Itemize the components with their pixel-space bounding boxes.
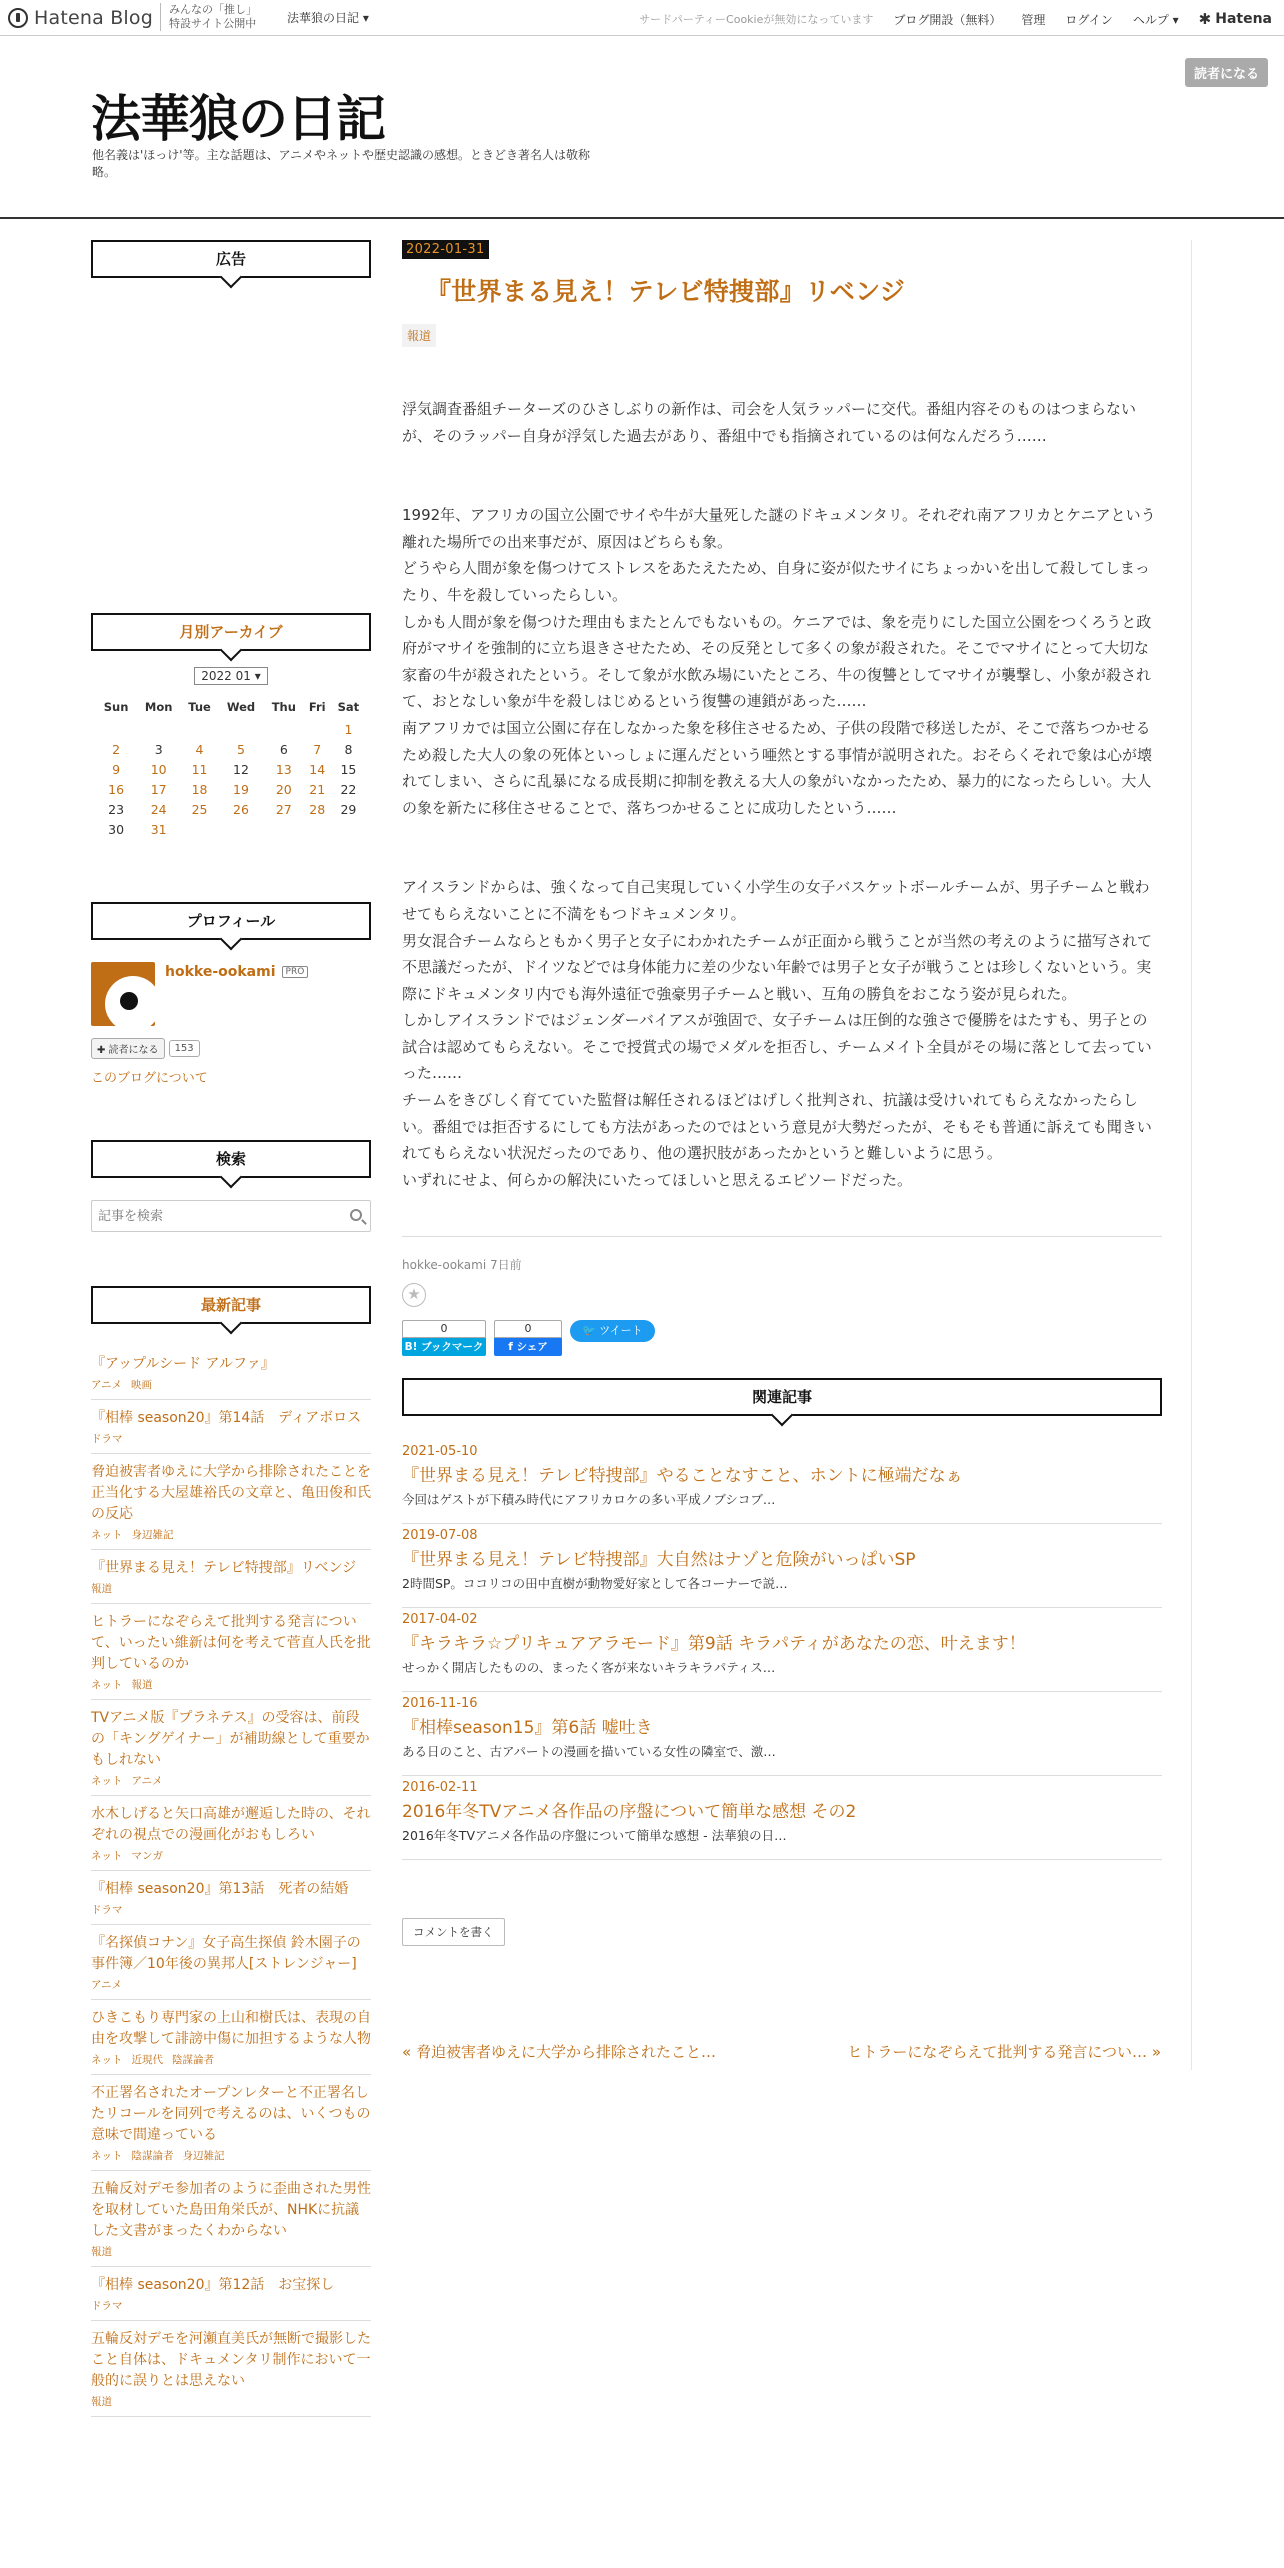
calendar-weekday: Thu (271, 700, 296, 714)
facebook-label: f シェア (494, 1338, 562, 1356)
calendar-weekday: Sat (337, 700, 360, 714)
recent-entries-heading[interactable] (91, 1286, 371, 1324)
calendar-day[interactable]: 4 (195, 741, 204, 757)
calendar-day: 12 (233, 761, 249, 777)
archive-module-title: 月別アーカイブ (179, 623, 283, 641)
recent-entry-tag[interactable]: ネット (91, 1775, 123, 1787)
blog-title[interactable]: 法華狼の日記 (91, 90, 385, 148)
related-entry-item (402, 1692, 1162, 1776)
prev-entry-link[interactable]: « 脅迫被害者ゆえに大学から排除されたこと… (402, 2043, 716, 2061)
hatena-home-link[interactable] (1199, 10, 1272, 28)
recent-entry-item (91, 1871, 371, 1925)
calendar-day: 23 (108, 801, 125, 817)
follower-count[interactable]: 153 (169, 1040, 200, 1057)
calendar-day: 8 (344, 741, 353, 757)
login-link[interactable]: ログイン (1065, 12, 1113, 27)
related-entry-title[interactable]: 『相棒season15』第6話 嘘吐き (402, 1718, 653, 1738)
open-blog-link[interactable]: ブログ開設（無料） (893, 12, 1002, 27)
recent-entry-item (91, 2075, 371, 2171)
share-buttons (402, 1320, 655, 1356)
recent-entry-tag[interactable]: ドラマ (91, 1904, 123, 1916)
facebook-count: 0 (494, 1320, 562, 1338)
related-entries-heading (402, 1378, 1162, 1416)
recent-entry-tag[interactable]: 近現代 (131, 2054, 163, 2066)
calendar-day: 22 (340, 781, 357, 797)
entry-title[interactable]: 『世界まる見え！テレビ特捜部』リベンジ (426, 277, 906, 306)
recent-entry-tag[interactable]: 身辺雑記 (131, 1529, 174, 1541)
calendar-day[interactable]: 9 (112, 761, 121, 777)
recent-entry-item (91, 1346, 371, 1400)
recent-entry-title[interactable]: 『アップルシード アルファ』 (91, 1356, 275, 1372)
calendar-day[interactable]: 5 (237, 741, 245, 757)
calendar-day[interactable]: 28 (309, 801, 326, 817)
tweet-button[interactable] (570, 1320, 655, 1342)
related-entries-title: 関連記事 (751, 1388, 812, 1406)
calendar-week-row (96, 799, 366, 819)
calendar-day (331, 819, 366, 839)
twitter-bird-icon: 🐦 (582, 1324, 596, 1337)
entry-author[interactable]: hokke-ookami (402, 1258, 487, 1272)
calendar-day (218, 719, 264, 739)
entry-paragraph: 1992年、アフリカの国立公園でサイや牛が大量死した謎のドキュメンタリ。それぞれ南アフリカとケニアという離れた場所での出来事だが、原因はどちらも象。 (402, 506, 1156, 551)
related-entry-snippet: 今回はゲストが下積み時代にアフリカロケの多い平成ノブシコブ… (402, 1492, 776, 1507)
recent-entry-title[interactable]: 『名探偵コナン』女子高生探偵 鈴木園子の事件簿／10年後の異邦人[ストレンジャー] (91, 1935, 361, 1972)
related-entries-list (402, 1440, 1162, 1860)
next-entry-link[interactable]: ヒトラーになぞらえて批判する発言につい… » (847, 2043, 1161, 2061)
recent-entry-title[interactable]: 脅迫被害者ゆえに大学から排除されたことを正当化する大屋雄裕氏の文章と、亀田俊和氏の反応 (91, 1464, 371, 1522)
calendar-day[interactable]: 17 (150, 781, 167, 797)
recent-entry-tag[interactable]: ネット (91, 2150, 123, 2162)
follow-button[interactable]: ✚ 読者になる (91, 1038, 165, 1059)
profile-module (91, 902, 371, 1086)
calendar-day (181, 719, 218, 739)
entry-footer-divider (402, 1236, 1162, 1237)
entry-paragraph: しかも人間が象を傷つけた理由もまたとんでもないもの。ケニアでは、象を売りにした国立公園をつくろうと政府がマサイを強制的に立ち退きさせたため、その反発として多くの象が殺された。そこでマサイにとって大切な家畜の牛が殺されたという。そして象が水飲み場にいたところ、牛の復讐としてマサイが襲撃し、小象が殺されて、おとなしい象が牛を殺しはじめるという復讐の連鎖があった…… (402, 612, 1152, 711)
about-blog-link[interactable]: このブログについて (91, 1071, 208, 1086)
blog-description: 他名義は'ほっけ'等。主な話題は、アニメやネットや歴史認識の感想。ときどき著名人は敬称略。 (92, 148, 591, 179)
calendar-day[interactable]: 13 (275, 761, 292, 777)
recent-entry-tags (91, 2052, 371, 2067)
entry-posted-ago[interactable]: 7日前 (489, 1258, 522, 1272)
related-entry-date: 2021-05-10 (402, 1444, 478, 1459)
subscribe-button[interactable]: 読者になる (1185, 58, 1268, 87)
calendar-weekday-row (96, 695, 366, 719)
calendar-day: 15 (340, 761, 357, 777)
recent-entry-tags (91, 1377, 371, 1392)
recent-entry-tag[interactable]: ネット (91, 2054, 123, 2066)
calendar-week-row (96, 759, 366, 779)
hatena-bookmark-button[interactable] (402, 1320, 486, 1356)
recent-entry-tag[interactable]: 陰謀論者 (172, 2054, 214, 2066)
search-module (91, 1140, 371, 1232)
hatena-star-logo-icon: ✱ (1198, 10, 1212, 28)
calendar-day (218, 819, 264, 839)
recent-entry-title[interactable]: 『世界まる見え！テレビ特捜部』リベンジ (91, 1560, 357, 1576)
hatena-blog-logo-text: Hatena Blog (34, 7, 153, 29)
related-entry-date: 2016-02-11 (402, 1780, 478, 1795)
recent-entry-item (91, 1604, 371, 1700)
calendar-day (264, 819, 303, 839)
tweet-label: ツイート (599, 1324, 643, 1337)
recent-entry-title[interactable]: 『相棒 season20』第14話 ディアボロス (91, 1410, 362, 1426)
help-dropdown[interactable]: ヘルプ ▾ (1132, 12, 1179, 27)
calendar-day[interactable]: 25 (191, 801, 208, 817)
related-entry-date: 2017-04-02 (402, 1612, 478, 1627)
avatar[interactable] (91, 962, 155, 1026)
blog-header (0, 37, 1284, 219)
global-header-right (639, 10, 1272, 28)
calendar-weekday: Wed (226, 700, 256, 714)
profile-actions (91, 1038, 371, 1059)
search-module-heading (91, 1140, 371, 1178)
recent-entry-item (91, 1796, 371, 1871)
entry-paragraph: アイスランドからは、強くなって自己実現していく小学生の女子バスケットボールチームが、男子チームと戦わせてもらえないことに不満をもつドキュメンタリ。 (402, 878, 1150, 923)
facebook-share-button[interactable] (494, 1320, 562, 1356)
related-entry-snippet: 2時間SP。ココリコの田中直樹が動物愛好家として各コーナーで説… (402, 1576, 788, 1591)
calendar-day[interactable]: 11 (191, 761, 208, 777)
calendar-day[interactable]: 19 (233, 781, 249, 797)
recent-entry-tag[interactable]: 陰謀論者 (131, 2150, 174, 2162)
calendar-week-row (96, 779, 366, 799)
recent-entry-item (91, 2000, 371, 2075)
global-header (0, 0, 1284, 36)
hatena-logo-icon (8, 8, 28, 28)
profile-module-heading (91, 902, 371, 940)
entry-author-line (402, 1256, 522, 1273)
archive-month-select[interactable]: 2022 01 ▾ (194, 667, 268, 685)
recent-entry-tag[interactable]: マンガ (131, 1850, 163, 1862)
profile-name-row (165, 964, 308, 980)
write-comment-button[interactable]: コメントを書く (402, 1918, 505, 1946)
recent-entry-item (91, 2321, 371, 2417)
promo-tagline[interactable] (160, 3, 257, 31)
recent-entry-title[interactable]: 五輪反対デモを河瀬直美氏が無断で撮影したこと自体は、ドキュメンタリ制作において一般的に誤りとは思えない (91, 2331, 371, 2389)
add-star-icon[interactable]: ★ (402, 1283, 426, 1307)
bookmark-count: 0 (402, 1320, 486, 1338)
calendar-weekday: Mon (144, 700, 173, 714)
ad-module (91, 240, 371, 278)
entry-paragraph: いずれにせよ、何らかの解決にいたってほしいと思えるエピソードだった。 (402, 1170, 913, 1189)
recent-entry-tags (91, 1902, 371, 1917)
calendar-day[interactable]: 16 (108, 781, 125, 797)
recent-entry-tags (91, 1848, 371, 1863)
recent-entry-title[interactable]: 不正署名されたオープンレターと不正署名したリコールを同列で考えるのは、いくつもの意味で間違っている (91, 2085, 371, 2143)
profile-module-title: プロフィール (186, 912, 276, 930)
recent-entry-tags (91, 2148, 371, 2163)
recent-entry-tag[interactable]: アニメ (91, 1379, 122, 1391)
recent-entry-title[interactable]: TVアニメ版『プラネテス』の受容は、前段の「キングゲイナー」が補助線として重要かもしれない (91, 1710, 370, 1768)
recent-entry-title[interactable]: 水木しげると矢口高雄が邂逅した時の、それぞれの視点での漫画化がおもしろい (91, 1806, 371, 1843)
calendar-day (264, 719, 303, 739)
related-entry-date: 2019-07-08 (402, 1528, 478, 1543)
entry-category[interactable]: 報道 (402, 324, 436, 347)
recent-entry-tags (91, 1581, 371, 1596)
search-module-title: 検索 (215, 1150, 246, 1168)
recent-entry-tag[interactable]: ネット (91, 1679, 123, 1691)
search-input[interactable] (92, 1201, 332, 1231)
calendar-day[interactable]: 20 (275, 781, 292, 797)
cookie-notice[interactable]: サードパーティーCookieが無効になっています (639, 13, 874, 26)
recent-entry-item (91, 1550, 371, 1604)
related-entry-snippet: 2016年冬TVアニメ各作品の序盤について簡単な感想 - 法華狼の日… (402, 1828, 787, 1843)
recent-entry-title[interactable]: 『相棒 season20』第12話 お宝探し (91, 2277, 335, 2293)
profile-body (91, 962, 371, 1026)
calendar-week-row (96, 819, 366, 839)
calendar-day[interactable]: 18 (191, 781, 208, 797)
entry-body (402, 396, 1162, 1193)
calendar-day[interactable]: 14 (309, 761, 326, 777)
calendar-day[interactable]: 7 (313, 741, 322, 757)
recent-entry-tag[interactable]: 報道 (131, 1679, 153, 1691)
recent-entry-item (91, 1400, 371, 1454)
related-entry-title[interactable]: 『キラキラ☆プリキュアアラモード』第9話 キラパティがあなたの恋、叶えます！ (402, 1634, 1026, 1654)
calendar-day (136, 719, 181, 739)
recent-entry-tag[interactable]: 報道 (91, 2246, 112, 2258)
paragraph-gap (402, 821, 1162, 874)
recent-entry-tag[interactable]: アニメ (91, 1979, 122, 1991)
recent-entry-tag[interactable]: 映画 (130, 1379, 152, 1391)
recent-entry-tags (91, 2298, 371, 2313)
archive-module-heading[interactable] (91, 613, 371, 651)
recent-entry-title[interactable]: 『相棒 season20』第13話 死者の結婚 (91, 1881, 349, 1897)
ad-module-heading (91, 240, 371, 278)
calendar-day[interactable]: 31 (150, 821, 167, 837)
recent-entry-tag[interactable]: ネット (91, 1850, 123, 1862)
promo-tagline-line1: みんなの「推し」 (169, 3, 257, 16)
recent-entry-item (91, 1700, 371, 1796)
blog-menu-dropdown[interactable]: 法華狼の日記 ▾ (287, 11, 369, 25)
pro-badge: PRO (282, 966, 309, 978)
hatena-home-label: Hatena (1215, 11, 1272, 27)
entry-paragraph: 男女混合チームならともかく男子と女子にわかれたチームが正面から戦うことが当然の考えのように描写されて不思議だったが、ドイツなどでは身体能力に差の少ない年齢では男子と女子が戦うことは珍しくないという。実際にドキュメンタリ内でも海外遠征で強豪男子チームと戦い、互角の勝負をおこなう姿が見られた。 (402, 931, 1153, 1003)
recent-entry-tag[interactable]: ネット (91, 1529, 123, 1541)
related-entry-item (402, 1776, 1162, 1860)
calendar-day[interactable]: 10 (150, 761, 167, 777)
related-entry-title[interactable]: 『世界まる見え！テレビ特捜部』やることなすこと、ホントに極端だなぁ (402, 1466, 963, 1486)
related-entry-snippet: ある日のこと、古アパートの漫画を描いている女性の隣室で、激… (402, 1744, 776, 1759)
related-entry-item (402, 1608, 1162, 1692)
entry-paragraph: 南アフリカでは国立公園に存在しなかった象を移住させるため、子供の段階で移送したが、そこで落ちつかせるため殺した大人の象の死体といっしょに運んだという唖然とする事情が説明された。おそらくそれで象は心が壊れてしまい、さらに乱暴になる成長期に抑制を教える大人の象がいなかったため、暴力的になったらしい。大人の象を新たに移住させることで、落ちつかせることに成功したという…… (402, 718, 1153, 817)
recent-entry-title[interactable]: 五輪反対デモ参加者のように歪曲された男性を取材していた島田角栄氏が、NHKに抗議した文書がまったくわからない (91, 2181, 371, 2239)
recent-entry-tags (91, 1527, 371, 1542)
calendar-day[interactable]: 27 (275, 801, 292, 817)
calendar-day (304, 719, 331, 739)
archive-module (91, 613, 371, 839)
recent-entry-tags (91, 1977, 371, 1992)
search-box (91, 1200, 371, 1232)
calendar-body (96, 719, 366, 839)
profile-name[interactable]: hokke-ookami (165, 964, 276, 980)
related-entry-item (402, 1440, 1162, 1524)
related-entry-title[interactable]: 2016年冬TVアニメ各作品の序盤について簡単な感想 その2 (402, 1802, 857, 1822)
calendar-day (96, 719, 136, 739)
calendar-day[interactable]: 2 (112, 741, 121, 757)
calendar-weekday: Tue (188, 700, 211, 714)
ad-module-title: 広告 (215, 250, 246, 268)
recent-entry-tags (91, 1431, 371, 1446)
main-content (402, 240, 1192, 2070)
calendar-day[interactable]: 1 (344, 721, 353, 737)
recent-entry-tag[interactable]: ドラマ (91, 2300, 123, 2312)
calendar-day: 29 (340, 801, 357, 817)
calendar-day (181, 819, 218, 839)
entry-paragraph: 浮気調査番組チーターズのひさしぶりの新作は、司会を人気ラッパーに交代。番組内容そのものはつまらないが、そのラッパー自身が浮気した過去があり、番組中でも指摘されているのは何なんだろう…… (402, 400, 1136, 445)
recent-entry-tags (91, 2394, 371, 2409)
recent-entry-tags (91, 1677, 371, 1692)
paragraph-gap (402, 449, 1162, 502)
recent-entry-item (91, 2171, 371, 2267)
calendar-day: 3 (154, 741, 163, 757)
recent-entry-title[interactable]: ヒトラーになぞらえて批判する発言について、いったい維新は何を考えて菅直人氏を批判しているのか (91, 1614, 371, 1672)
recent-entry-item (91, 1454, 371, 1550)
recent-entry-tag[interactable]: 報道 (91, 2396, 112, 2408)
recent-entries-list (91, 1346, 371, 2417)
recent-entries-module (91, 1286, 371, 2417)
recent-entry-tags (91, 1773, 371, 1788)
calendar-day[interactable]: 24 (150, 801, 167, 817)
entry-paragraph: チームをきびしく育てていた監督は解任されるほどはげしく批判され、抗議は受けいれてもらえなかったらしい。番組では拒否するにしても方法があったのではという意見が大勢だったが、そもそも普通に訴えても聞きいれてもらえない状況だったのであり、他の選択肢があったかというと難しいように思う。 (402, 1091, 1152, 1163)
calendar-week-row (96, 739, 366, 759)
calendar-weekday: Fri (308, 700, 326, 714)
recent-entry-tag[interactable]: 身辺雑記 (182, 2150, 225, 2162)
recent-entry-tag[interactable]: ドラマ (91, 1433, 123, 1445)
related-entry-title[interactable]: 『世界まる見え！テレビ特捜部』大自然はナゾと危険がいっぱいSP (402, 1550, 916, 1570)
recent-entries-title: 最新記事 (200, 1296, 261, 1314)
related-entry-snippet: せっかく開店したものの、まったく客が来ないキラキラパティス… (402, 1660, 776, 1675)
calendar-week-row (96, 719, 366, 739)
admin-link[interactable]: 管理 (1021, 12, 1046, 27)
entry-paragraph: どうやら人間が象を傷つけてストレスをあたえたため、自身に姿が似たサイにちょっかいを出して殺してしまったり、牛を殺していったらしい。 (402, 559, 1150, 604)
calendar-day[interactable]: 26 (233, 801, 249, 817)
bookmark-label: B! ブックマーク (402, 1338, 486, 1356)
related-entry-item (402, 1524, 1162, 1608)
calendar-weekday: Sun (103, 700, 129, 714)
hatena-blog-logo[interactable] (8, 6, 153, 30)
promo-tagline-line2: 特設サイト公開中 (169, 17, 257, 30)
calendar-day: 6 (279, 741, 288, 757)
related-entry-date: 2016-11-16 (402, 1696, 478, 1711)
recent-entry-tags (91, 2244, 371, 2259)
recent-entry-title[interactable]: ひきこもり専門家の上山和樹氏は、表現の自由を攻撃して誹謗中傷に加担するような人物 (91, 2010, 371, 2047)
entry-date[interactable]: 2022-01-31 (402, 240, 489, 259)
search-icon[interactable] (350, 1209, 362, 1221)
calendar-day (304, 819, 331, 839)
recent-entry-tag[interactable]: 報道 (91, 1583, 112, 1595)
calendar-day[interactable]: 21 (309, 781, 326, 797)
entry-paragraph: しかしアイスランドではジェンダーバイアスが強固で、女子チームは圧倒的な強さで優勝をはたすも、男子との試合は認めてもらえない。そこで授賞式の場でメダルを拒否し、チームメイト全員がその場に落として去っていった…… (402, 1011, 1152, 1083)
recent-entry-item (91, 2267, 371, 2321)
recent-entry-tag[interactable]: アニメ (131, 1775, 163, 1787)
recent-entry-item (91, 1925, 371, 2000)
archive-calendar (96, 695, 366, 839)
calendar-day: 30 (108, 821, 125, 837)
